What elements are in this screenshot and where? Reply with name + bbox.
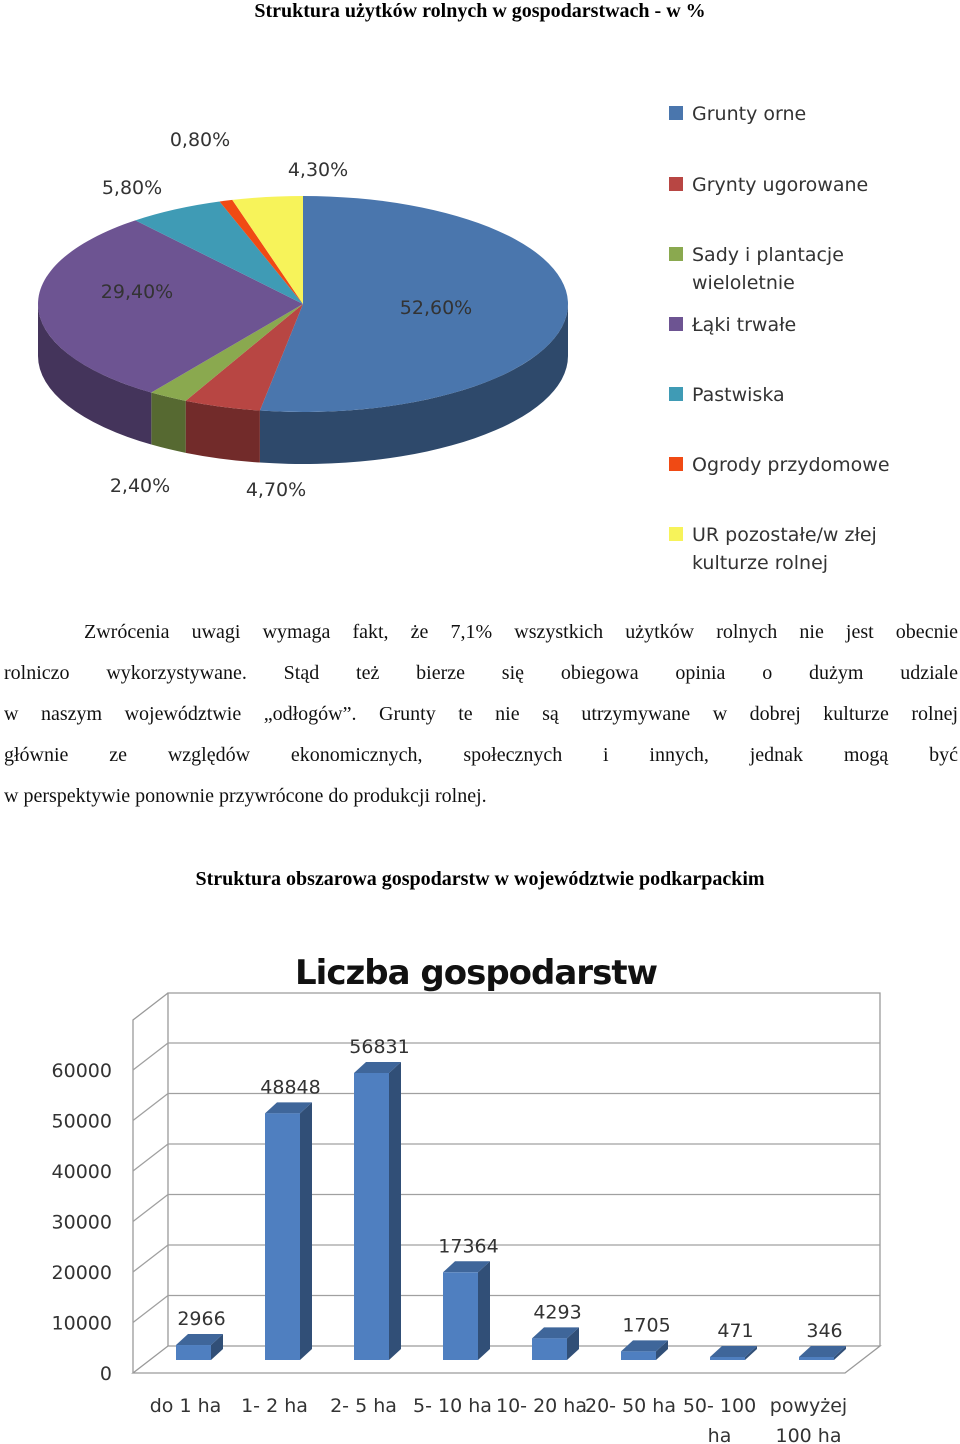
bar: [265, 1113, 300, 1360]
legend-swatch: [669, 106, 683, 120]
bar-data-label: 471: [717, 1320, 754, 1342]
body-paragraph: [4, 612, 958, 817]
bar-chart-floor: [133, 1346, 880, 1373]
legend-label: Grunty orne: [692, 103, 807, 125]
bar-side: [300, 1102, 312, 1360]
bar-side: [478, 1261, 490, 1360]
pie-slice-side: [186, 401, 260, 463]
legend-label: UR pozostałe/w złej: [692, 524, 877, 546]
legend-swatch: [669, 317, 683, 331]
x-tick-label: 5- 10 ha: [413, 1395, 492, 1417]
legend-swatch: [669, 177, 683, 191]
legend-swatch: [669, 527, 683, 541]
x-tick-label: 2- 5 ha: [330, 1395, 397, 1417]
y-tick-label: 40000: [51, 1161, 112, 1183]
y-gridline: [133, 1144, 880, 1171]
legend-swatch: [669, 247, 683, 261]
y-gridline: [133, 1094, 880, 1121]
pie-data-label: 29,40%: [100, 281, 174, 303]
x-tick-label: ha: [707, 1425, 732, 1444]
bar-data-label: 346: [806, 1320, 843, 1342]
legend-label: Łąki trwałe: [692, 314, 797, 336]
bar: [532, 1338, 567, 1360]
x-tick-label: powyżej: [769, 1395, 848, 1417]
y-tick-label: 10000: [51, 1312, 112, 1335]
y-tick-label: 50000: [51, 1110, 112, 1133]
pie-slice-side: [151, 393, 185, 453]
legend-label: Grynty ugorowane: [692, 174, 869, 196]
bar: [799, 1357, 834, 1360]
bar-data-label: 4293: [533, 1301, 582, 1324]
pie-data-label: 52,60%: [399, 297, 473, 319]
bar: [354, 1073, 389, 1360]
bar: [710, 1357, 745, 1360]
y-gridline: [133, 1245, 880, 1272]
y-tick-label: 30000: [51, 1211, 112, 1234]
pie-data-label: 4,70%: [245, 479, 307, 501]
y-tick-label: 60000: [51, 1060, 112, 1082]
legend-label: Sady i plantacje: [692, 244, 844, 266]
x-tick-label: 1- 2 ha: [241, 1395, 308, 1417]
y-gridline: [133, 1296, 880, 1323]
bar-side: [389, 1062, 401, 1360]
bar-data-label: 1705: [622, 1314, 671, 1337]
legend-swatch: [669, 387, 683, 401]
bar-data-label: 48848: [260, 1076, 321, 1099]
legend-label: Ogrody przydomowe: [692, 454, 890, 476]
pie-data-label: 2,40%: [109, 475, 171, 497]
paragraph-line: rolniczo wykorzystywane. Stąd też bierze się obiegowa opinia o dużym udziale: [4, 662, 958, 684]
x-tick-label: 10- 20 ha: [496, 1395, 587, 1417]
x-tick-label: 50- 100: [682, 1395, 757, 1417]
y-tick-label: 0: [99, 1363, 112, 1385]
pie-data-label: 0,80%: [169, 129, 231, 151]
bar-data-label: 2966: [177, 1308, 226, 1331]
bar-chart-title: Liczba gospodarstw: [295, 953, 657, 993]
bar-data-label: 17364: [438, 1235, 499, 1258]
bar-chart: [0, 930, 960, 1444]
y-gridline: [133, 1043, 880, 1070]
x-tick-label: 100 ha: [775, 1425, 842, 1444]
legend-label: wieloletnie: [692, 272, 795, 294]
y-tick-label: 20000: [51, 1262, 112, 1284]
paragraph-line: w naszym województwie „odłogów”. Grunty te nie są utrzymywane w dobrej kulturze rolnej: [4, 703, 958, 725]
y-gridline: [133, 1195, 880, 1222]
paragraph-line: Zwrócenia uwagi wymaga fakt, że 7,1% wszystkich użytków rolnych nie jest obecnie: [84, 621, 958, 643]
pie-chart-heading: Struktura użytków rolnych w gospodarstwach - w %: [254, 0, 706, 22]
paragraph-line: głównie ze względów ekonomicznych, społecznych i innych, jednak mogą być: [4, 744, 958, 766]
legend-swatch: [669, 457, 683, 471]
pie-chart: [0, 60, 960, 590]
bar-chart-side-wall: [133, 993, 168, 1373]
legend-label: Pastwiska: [692, 384, 785, 406]
x-tick-label: 20- 50 ha: [585, 1395, 676, 1417]
bar: [443, 1272, 478, 1360]
x-tick-label: do 1 ha: [149, 1395, 222, 1417]
bar-data-label: 56831: [349, 1036, 410, 1059]
bar: [176, 1345, 211, 1360]
paragraph-line: w perspektywie ponownie przywrócone do produkcji rolnej.: [4, 785, 487, 807]
pie-data-label: 5,80%: [101, 177, 163, 199]
bar: [621, 1351, 656, 1360]
bar-chart-heading: Struktura obszarowa gospodarstw w województwie podkarpackim: [195, 868, 765, 890]
legend-label: kulturze rolnej: [692, 552, 829, 574]
pie-data-label: 4,30%: [287, 159, 349, 181]
